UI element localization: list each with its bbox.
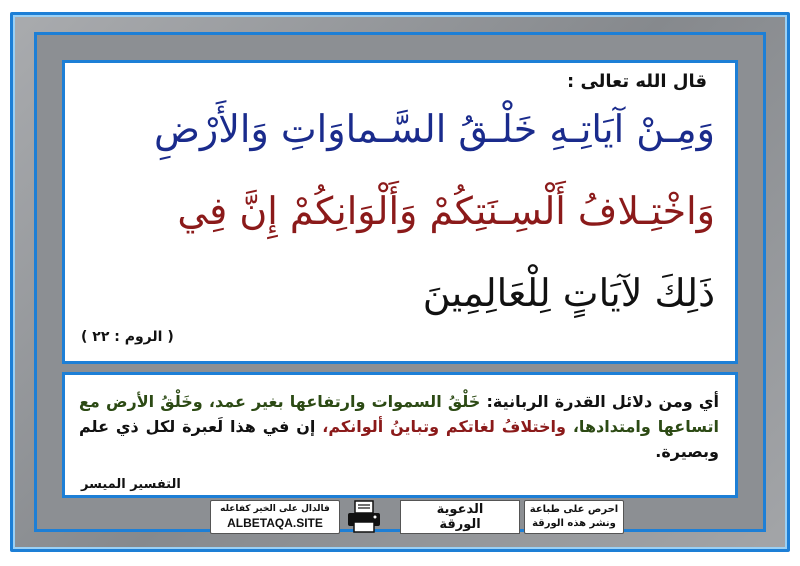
logo-badge <box>400 500 520 534</box>
tafsir-part-4: إن في هذا لَعبرة لكل ذي علم وبصيرة. <box>79 417 719 461</box>
tafsir-part-2: خَلْقُ السموات وارتفاعها بغير عمد، وخَلْقُ الأرض مع اتساعها وامتدادها، <box>79 392 720 436</box>
verse-reference: ( الروم : ٢٢ ) <box>81 329 174 345</box>
tafsir-text <box>79 389 719 464</box>
printer-icon <box>346 500 382 534</box>
verse-line-3: ذَلِكَ لآيَاتٍ لِلْعَالِمِينَ <box>422 271 715 315</box>
verse-line-1: وَمِـنْ آيَاتِـهِ خَلْـقُ السَّـماوَاتِ وَالأَرْضِ <box>153 107 715 151</box>
share-badge <box>524 500 624 534</box>
verse-intro: قال الله تعالى : <box>566 71 707 92</box>
logo-line-1: الدعوية <box>436 502 484 517</box>
tafsir-part-3: واختلافُ لغاتكم وتباينُ ألوانكم، <box>315 417 566 436</box>
share-line-1: احرص على طباعة <box>529 504 619 515</box>
logo-line-2: الورقة <box>439 517 481 532</box>
share-line-2: ونشر هذه الورقة <box>532 518 616 529</box>
tafsir-part-1: أي ومن دلائل القدرة الربانية: <box>480 392 720 411</box>
site-badge[interactable] <box>210 500 340 534</box>
site-slogan: فالدال على الخير كفاعله <box>220 504 330 514</box>
site-url[interactable]: ALBETAQA.SITE <box>227 516 323 530</box>
tafsir-panel <box>62 372 738 498</box>
verse-line-2: وَاخْتِـلافُ أَلْسِـنَتِكُمْ وَأَلْوَانِكُمْ إِنَّ فِي <box>177 189 715 233</box>
tafsir-source: التفسير الميسر <box>81 477 181 492</box>
verse-panel <box>62 60 738 364</box>
